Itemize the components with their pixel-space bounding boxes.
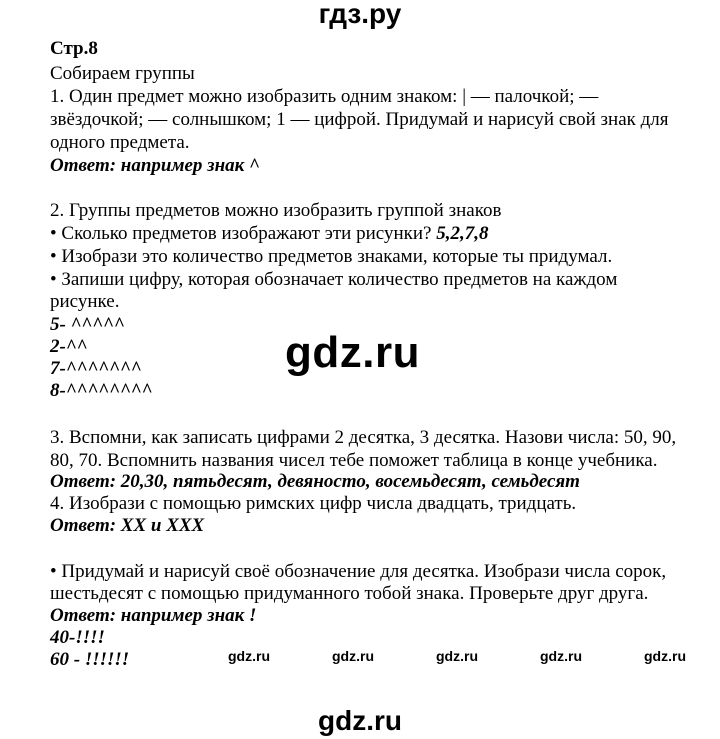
- task2-bullet2: • Изобрази это количество предметов знаками, которые ты придумал.: [50, 246, 613, 267]
- task5-line2: шестьдесят с помощью придуманного тобой знака. Проверьте друг друга.: [50, 583, 649, 604]
- task3-line2: 80, 70. Вспомнить названия чисел тебе поможет таблица в конце учебника.: [50, 450, 658, 471]
- task2-line1: 2. Группы предметов можно изобразить группой знаков: [50, 200, 502, 221]
- task4-line1: 4. Изобрази с помощью римских цифр числа двадцать, тридцать.: [50, 493, 577, 514]
- task5-answer-40: 40-!!!!: [50, 627, 105, 648]
- watermark-4: gdz.ru: [540, 648, 582, 664]
- task2-answer-8: 8-^^^^^^^^: [50, 380, 153, 401]
- task2-bullet3-line1: • Запиши цифру, которая обозначает количество предметов на каждом: [50, 269, 618, 290]
- task1-line1: 1. Один предмет можно изобразить одним знаком: | — палочкой; —: [50, 86, 599, 107]
- task2-bullet1-answer: 5,2,7,8: [436, 223, 489, 244]
- task5-line1: • Придумай и нарисуй своё обозначение для десятка. Изобрази числа сорок,: [50, 561, 667, 582]
- watermark-5: gdz.ru: [644, 648, 686, 664]
- watermark-2: gdz.ru: [332, 648, 374, 664]
- task2-bullet1-text: • Сколько предметов изображают эти рисунки?: [50, 223, 432, 244]
- site-header-logo: гдз.ру: [318, 0, 402, 29]
- site-footer-logo: gdz.ru: [318, 705, 402, 736]
- task1-answer: Ответ: например знак ^: [50, 155, 260, 176]
- task2-bullet1: [50, 222, 488, 246]
- task5-answer: Ответ: например знак !: [50, 605, 257, 626]
- task2-answer-2: 2-^^: [50, 336, 88, 357]
- task2-bullet3-line2: рисунке.: [50, 291, 120, 312]
- task3-answer: Ответ: 20,30, пятьдесят, девяносто, восемьдесят, семьдесят: [50, 471, 580, 492]
- task3-line1: 3. Вспомни, как записать цифрами 2 десятка, 3 десятка. Назови числа: 50, 90,: [50, 427, 677, 448]
- section-title: Собираем группы: [50, 63, 195, 84]
- page-heading: Стр.8: [50, 38, 98, 59]
- task5-answer-60: 60 - !!!!!!: [50, 649, 130, 670]
- task1-line2: звёздочкой; — солнышком; 1 — цифрой. Придумай и нарисуй свой знак для: [50, 109, 669, 130]
- watermark-3: gdz.ru: [436, 648, 478, 664]
- watermark-1: gdz.ru: [228, 648, 270, 664]
- center-watermark: gdz.ru: [285, 328, 420, 377]
- task1-line3: одного предмета.: [50, 132, 190, 153]
- task2-answer-7: 7-^^^^^^^: [50, 358, 142, 379]
- task2-answer-5: 5- ^^^^^: [50, 314, 125, 335]
- task4-answer: Ответ: XX и XXX: [50, 515, 205, 536]
